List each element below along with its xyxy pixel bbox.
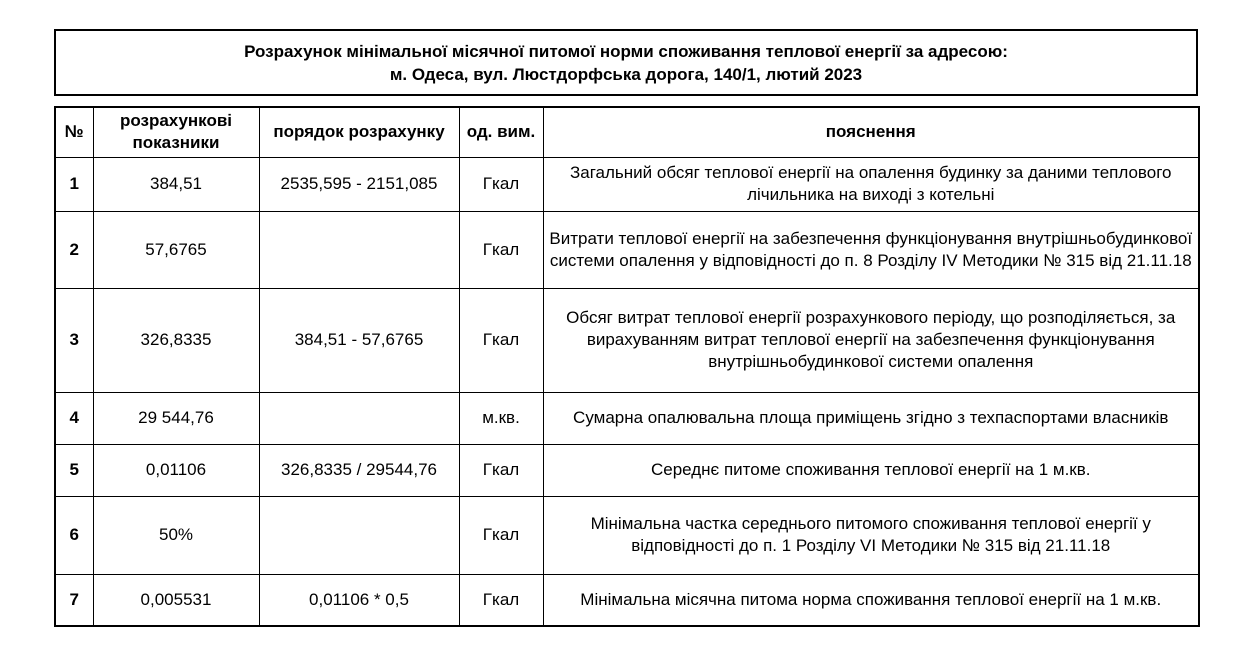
table-row xyxy=(55,444,1199,496)
row-unit: Гкал xyxy=(459,157,543,211)
header-explanation: пояснення xyxy=(543,107,1199,157)
row-unit: Гкал xyxy=(459,444,543,496)
row-unit: м.кв. xyxy=(459,392,543,444)
row-explanation: Обсяг витрат теплової енергії розрахункового періоду, що розподіляється, за вирахуванням витрат теплової енергії на забезпечення функціонування внутрішньобудинкової системи опалення xyxy=(543,288,1199,392)
row-unit: Гкал xyxy=(459,574,543,626)
row-unit: Гкал xyxy=(459,496,543,574)
row-num: 5 xyxy=(55,444,93,496)
row-explanation: Загальний обсяг теплової енергії на опалення будинку за даними теплового лічильника на виході з котельні xyxy=(543,157,1199,211)
row-explanation: Мінімальна місячна питома норма споживання теплової енергії на 1 м.кв. xyxy=(543,574,1199,626)
row-value: 57,6765 xyxy=(93,211,259,288)
row-order: 0,01106 * 0,5 xyxy=(259,574,459,626)
row-value: 384,51 xyxy=(93,157,259,211)
row-order xyxy=(259,496,459,574)
row-explanation: Середнє питоме споживання теплової енергії на 1 м.кв. xyxy=(543,444,1199,496)
row-order: 2535,595 - 2151,085 xyxy=(259,157,459,211)
table-row xyxy=(55,574,1199,626)
row-value: 0,01106 xyxy=(93,444,259,496)
row-num: 4 xyxy=(55,392,93,444)
row-order: 384,51 - 57,6765 xyxy=(259,288,459,392)
calculation-table xyxy=(54,106,1200,627)
table-row xyxy=(55,496,1199,574)
row-num: 7 xyxy=(55,574,93,626)
row-value: 0,005531 xyxy=(93,574,259,626)
title-line-2: м. Одеса, вул. Люстдорфська дорога, 140/1, лютий 2023 xyxy=(389,64,863,84)
row-unit: Гкал xyxy=(459,211,543,288)
header-num: № xyxy=(55,107,93,157)
row-order: 326,8335 / 29544,76 xyxy=(259,444,459,496)
table-row xyxy=(55,157,1199,211)
row-explanation: Витрати теплової енергії на забезпечення функціонування внутрішньобудинкової системи опалення у відповідності до п. 8 Розділу IV Методики № 315 від 21.11.18 xyxy=(543,211,1199,288)
title-line-1: Розрахунок мінімальної місячної питомої норми споживання теплової енергії за адресою: xyxy=(244,41,1008,61)
row-order xyxy=(259,211,459,288)
row-explanation: Сумарна опалювальна площа приміщень згідно з техпаспортами власників xyxy=(543,392,1199,444)
header-unit: од. вим. xyxy=(459,107,543,157)
header-indicators: розрахункові показники xyxy=(93,107,259,157)
row-num: 2 xyxy=(55,211,93,288)
header-order: порядок розрахунку xyxy=(259,107,459,157)
table-row xyxy=(55,211,1199,288)
row-explanation: Мінімальна частка середнього питомого споживання теплової енергії у відповідності до п. 1 Розділу VI Методики № 315 від 21.11.18 xyxy=(543,496,1199,574)
table-row xyxy=(55,288,1199,392)
row-num: 1 xyxy=(55,157,93,211)
row-num: 6 xyxy=(55,496,93,574)
row-value: 326,8335 xyxy=(93,288,259,392)
row-value: 50% xyxy=(93,496,259,574)
row-num: 3 xyxy=(55,288,93,392)
row-order xyxy=(259,392,459,444)
row-unit: Гкал xyxy=(459,288,543,392)
row-value: 29 544,76 xyxy=(93,392,259,444)
table-header-row xyxy=(55,107,1199,157)
table-row xyxy=(55,392,1199,444)
document-title xyxy=(54,29,1198,96)
